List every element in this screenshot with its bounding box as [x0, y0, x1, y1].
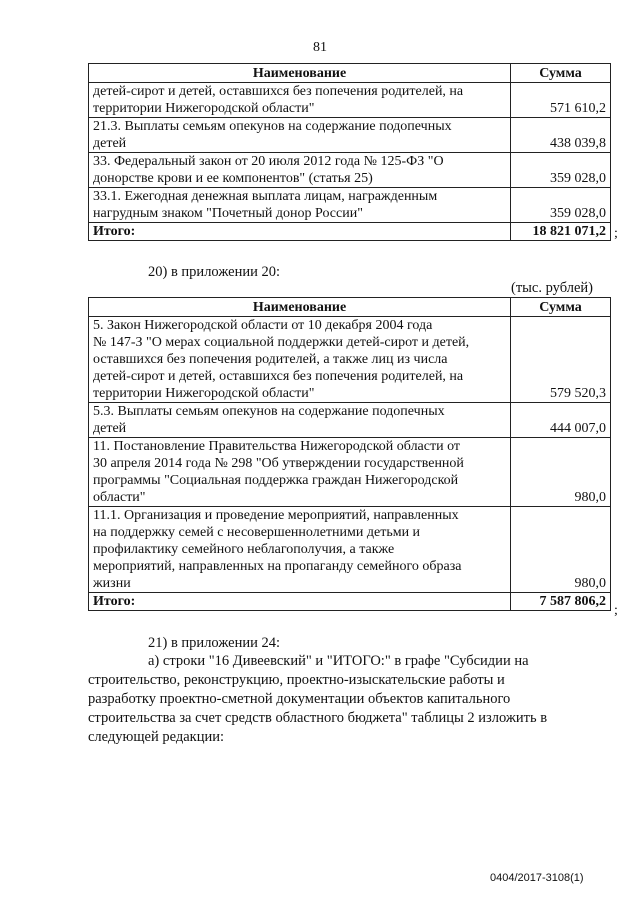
row-name-line: жизни	[93, 576, 131, 591]
paragraph-line: строительства за счет средств областного бюджета" таблицы 2 изложить в	[88, 710, 548, 726]
row-name-line: на поддержку семей с несовершеннолетними детьми и	[93, 525, 421, 540]
row-sum: 438 039,8	[511, 118, 611, 153]
table-row	[89, 118, 611, 153]
row-name-line: детей-сирот и детей, оставшихся без попечения родителей, на	[93, 369, 464, 384]
page-number: 81	[313, 40, 327, 55]
table-header-row	[89, 64, 611, 83]
column-header-sum: Сумма	[511, 298, 611, 317]
unit-label: (тыс. рублей)	[511, 280, 593, 296]
total-label: Итого:	[89, 593, 511, 611]
section-21-paragraph	[88, 652, 610, 747]
row-sum: 359 028,0	[511, 188, 611, 223]
paragraph-line: разработку проектно-сметной документации объектов капитального	[88, 691, 511, 707]
section-20-heading: 20) в приложении 20:	[148, 264, 281, 280]
row-sum: 571 610,2	[511, 83, 611, 118]
total-sum: 18 821 071,2	[511, 223, 611, 241]
row-name	[89, 153, 511, 188]
row-name	[89, 83, 511, 118]
table-row	[89, 403, 611, 438]
document-code: 0404/2017-3108(1)	[490, 872, 584, 884]
column-header-sum: Сумма	[511, 64, 611, 83]
total-label: Итого:	[89, 223, 511, 241]
table-row	[89, 188, 611, 223]
row-name	[89, 438, 511, 507]
row-name-line: территории Нижегородской области"	[93, 101, 315, 116]
section-21-heading: 21) в приложении 24:	[148, 635, 281, 651]
row-sum: 359 028,0	[511, 153, 611, 188]
total-row	[89, 593, 611, 611]
row-name-line: 21.3. Выплаты семьям опекунов на содержание подопечных	[93, 119, 452, 134]
column-header-name: Наименование	[89, 64, 511, 83]
column-header-name: Наименование	[89, 298, 511, 317]
row-name-line: территории Нижегородской области"	[93, 386, 315, 401]
row-name-line: донорстве крови и ее компонентов" (статья 25)	[93, 171, 373, 186]
row-name-line: № 147-З "О мерах социальной поддержки детей-сирот и детей,	[93, 335, 470, 350]
table-row	[89, 317, 611, 403]
total-row	[89, 223, 611, 241]
row-sum: 980,0	[511, 507, 611, 593]
table-row	[89, 83, 611, 118]
row-name-line: 5.3. Выплаты семьям опекунов на содержание подопечных	[93, 404, 445, 419]
row-name	[89, 403, 511, 438]
row-name-line: 11.1. Организация и проведение мероприятий, направленных	[93, 508, 459, 523]
table-header-row	[89, 298, 611, 317]
row-name-line: детей	[93, 421, 127, 436]
table-row	[89, 438, 611, 507]
table-2-semicolon: ;	[614, 603, 618, 618]
table-1	[88, 63, 611, 241]
row-name	[89, 188, 511, 223]
row-name-line: профилактику семейного неблагополучия, а также	[93, 542, 395, 557]
row-name-line: детей-сирот и детей, оставшихся без попечения родителей, на	[93, 84, 464, 99]
table-row	[89, 507, 611, 593]
row-sum: 980,0	[511, 438, 611, 507]
row-name-line: области"	[93, 490, 146, 505]
row-sum: 444 007,0	[511, 403, 611, 438]
row-name-line: 33.1. Ежегодная денежная выплата лицам, награжденным	[93, 189, 438, 204]
row-name-line: оставшихся без попечения родителей, а также лиц из числа	[93, 352, 448, 367]
row-name-line: 11. Постановление Правительства Нижегородской области от	[93, 439, 461, 454]
row-name-line: нагрудным знаком "Почетный донор России"	[93, 206, 363, 221]
row-name-line: детей	[93, 136, 127, 151]
row-name-line: 5. Закон Нижегородской области от 10 декабря 2004 года	[93, 318, 433, 333]
row-sum: 579 520,3	[511, 317, 611, 403]
row-name-line: программы "Социальная поддержка граждан Нижегородской	[93, 473, 459, 488]
table-row	[89, 153, 611, 188]
row-name-line: мероприятий, направленных на пропаганду семейного образа	[93, 559, 462, 574]
row-name	[89, 317, 511, 403]
row-name	[89, 118, 511, 153]
row-name-line: 33. Федеральный закон от 20 июля 2012 года № 125-ФЗ "О	[93, 154, 444, 169]
paragraph-line: следующей редакции:	[88, 729, 225, 745]
total-sum: 7 587 806,2	[511, 593, 611, 611]
row-name-line: 30 апреля 2014 года № 298 "Об утверждении государственной	[93, 456, 464, 471]
table-1-semicolon: ;	[614, 226, 618, 241]
paragraph-line: а) строки "16 Дивеевский" и "ИТОГО:" в графе "Субсидии на	[148, 653, 529, 669]
table-2	[88, 297, 611, 611]
paragraph-line: строительство, реконструкцию, проектно-изыскательские работы и	[88, 672, 505, 688]
row-name	[89, 507, 511, 593]
